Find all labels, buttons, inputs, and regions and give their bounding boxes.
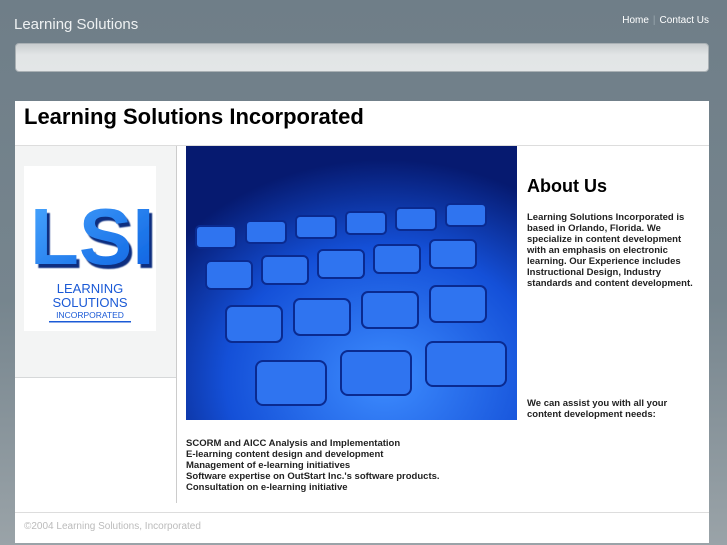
divider bbox=[15, 512, 709, 513]
svg-text:LEARNING: LEARNING bbox=[56, 281, 124, 296]
content-panel bbox=[15, 101, 709, 543]
svg-text:SOLUTIONS: SOLUTIONS bbox=[52, 295, 128, 310]
keyboard-hero-image bbox=[186, 146, 517, 420]
company-logo bbox=[24, 166, 156, 331]
nav-separator: | bbox=[652, 15, 656, 26]
list-item: Software expertise on OutStart Inc.'s software products. bbox=[186, 471, 440, 482]
list-item: SCORM and AICC Analysis and Implementation bbox=[186, 438, 401, 449]
services-list bbox=[186, 438, 440, 493]
list-item: Consultation on e-learning initiative bbox=[186, 482, 348, 493]
assist-text: We can assist you with all your content development needs: bbox=[527, 398, 668, 420]
nav-bar bbox=[15, 43, 709, 72]
svg-text:LSI: LSI bbox=[30, 192, 155, 281]
svg-text:INCORPORATED: INCORPORATED bbox=[56, 310, 124, 320]
footer-copyright: ©2004 Learning Solutions, Incorporated bbox=[24, 521, 201, 532]
nav-contact-link[interactable]: Contact Us bbox=[659, 15, 709, 26]
column-divider bbox=[176, 146, 177, 503]
nav-home-link[interactable]: Home bbox=[622, 15, 649, 26]
site-title: Learning Solutions bbox=[14, 16, 139, 33]
left-column bbox=[15, 146, 176, 378]
list-item: E-learning content design and development bbox=[186, 449, 384, 460]
page-title: Learning Solutions Incorporated bbox=[24, 104, 364, 129]
list-item: Management of e-learning initiatives bbox=[186, 460, 351, 471]
about-heading: About Us bbox=[527, 176, 607, 196]
top-nav bbox=[622, 15, 709, 26]
about-text: Learning Solutions Incorporated is based in Orlando, Florida. We specialize in content development with an emphasis on electronic learning. Our Experience includes Instructional Design, Industry standards and content development. bbox=[527, 212, 693, 289]
